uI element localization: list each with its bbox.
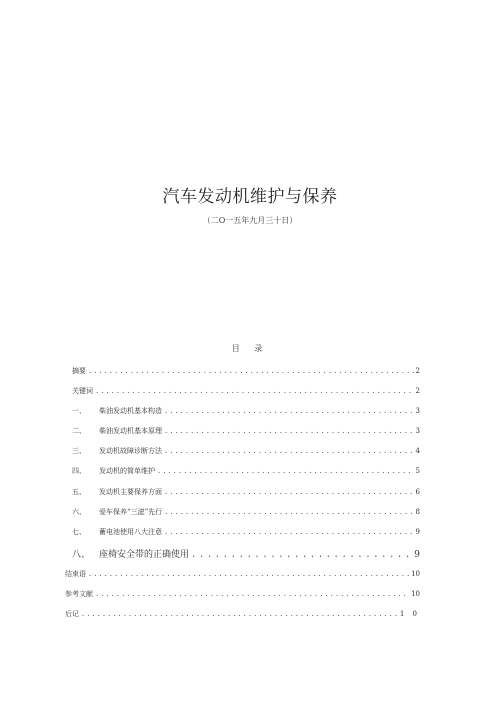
toc-entry[interactable] (65, 589, 420, 601)
toc-entry[interactable] (72, 426, 420, 438)
toc-entry-number: 一、 (72, 407, 86, 415)
toc-leader-dots (95, 590, 409, 600)
toc-entry-page: 4 (415, 447, 420, 455)
toc-entry[interactable] (72, 547, 420, 559)
toc-entry-number: 六、 (72, 508, 86, 516)
toc-leader-dots (88, 570, 409, 580)
toc-heading: 目 录 (231, 344, 269, 353)
toc-entry-text: 发动机的简单维护 (99, 467, 155, 475)
toc-leader-dots (164, 528, 414, 538)
toc-entry-number: 三、 (72, 447, 86, 455)
toc-entry-number: 七、 (72, 528, 86, 536)
toc-entry-text: 摘要 (72, 367, 86, 375)
toc-entry-text: 柴油发动机基本构造 (99, 407, 162, 415)
toc-entry-text: 柴油发动机基本原理 (99, 427, 162, 435)
toc-entry-page: 8 (415, 508, 420, 516)
toc-entry-number: 二、 (72, 427, 86, 435)
toc-entry-text: 发动机主要保养方面 (99, 488, 162, 496)
toc-leader-dots (95, 387, 414, 397)
toc-entry-page: 3 (415, 407, 420, 415)
toc-entry-text: 后记 (65, 610, 79, 618)
toc-entry-page: 9 (415, 528, 420, 536)
toc-entry-text: 爱车保养“三滤”先行 (99, 508, 163, 516)
toc-leader-dots (88, 367, 414, 377)
toc-entry-text: 关键词 (72, 387, 93, 395)
toc-entry[interactable] (72, 466, 420, 478)
toc-entry-page: 10 (411, 590, 420, 598)
toc-leader-dots (164, 447, 414, 457)
toc-entry-page: 9 (414, 550, 420, 560)
toc-entry[interactable] (65, 609, 420, 621)
toc-entry-page: 5 (415, 467, 420, 475)
toc-leader-dots (164, 508, 413, 518)
toc-entry-text: 结束语 (65, 570, 86, 578)
document-title: 汽车发动机维护与保养 (162, 187, 338, 207)
toc-entry-text: 发动机故障诊断方法 (99, 447, 162, 455)
toc-entry[interactable] (72, 527, 420, 539)
toc-entry[interactable] (72, 487, 420, 499)
toc-entry[interactable] (72, 507, 420, 519)
toc-entry-text: 参考文献 (65, 590, 93, 598)
toc-entry-page: 2 (415, 387, 420, 395)
toc-entry-page: 3 (415, 427, 420, 435)
toc-entry[interactable] (65, 569, 420, 581)
toc-entry[interactable] (72, 366, 420, 378)
toc-leader-dots (164, 427, 414, 437)
toc-entry-page: 6 (415, 488, 420, 496)
toc-entry[interactable] (72, 446, 420, 458)
document-date: （二O一五年九月三十日） (202, 216, 298, 225)
toc-leader-dots (164, 407, 414, 417)
toc-entry-text: 蓄电池使用八大注意 (99, 528, 162, 536)
toc-leader-dots (191, 550, 412, 560)
toc-entry-number: 八、 (72, 550, 91, 560)
toc-entry-page: 2 (415, 367, 420, 375)
toc-entry-page: 1 0 (399, 610, 420, 618)
toc-entry-page: 10 (411, 570, 420, 578)
toc-entry[interactable] (72, 386, 420, 398)
toc-leader-dots (157, 467, 414, 477)
toc-entry-number: 四、 (72, 467, 86, 475)
toc-entry[interactable] (72, 406, 420, 418)
toc-entry-number: 五、 (72, 488, 86, 496)
toc-leader-dots (164, 488, 414, 498)
toc-entry-text: 座椅安全带的正确使用 (99, 550, 190, 560)
toc-leader-dots (81, 610, 398, 620)
